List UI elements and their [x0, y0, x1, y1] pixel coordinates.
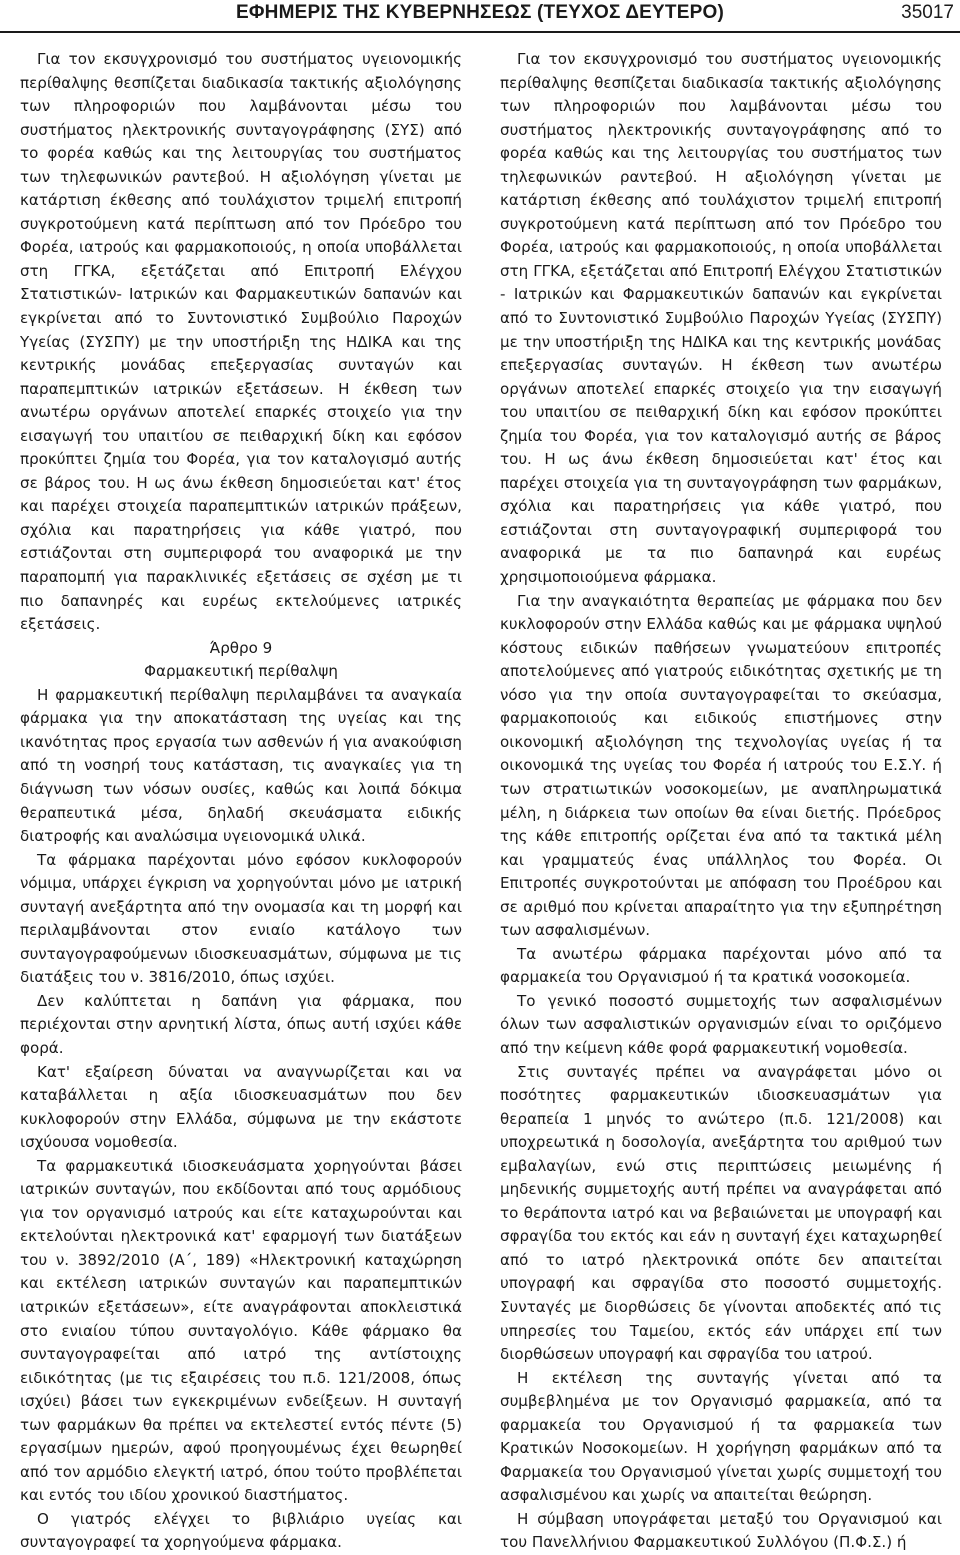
- paragraph: Η φαρμακευτική περίθαλψη περιλαμβάνει τα αναγκαία φάρμακα για την αποκατάσταση της υγείας και της ικανότητας προς εργασία των ασθενών ή για ανακούφιση από τη νοσηρή τους κατάσταση, τις αναγκαίες για τη διάγνωση των νόσων ουσίες, καθώς και λοιπά δόκιμα θεραπευτικά μέσα, δηλαδή σκευάσματα ειδικής διατροφής και αναλώσιμα υγειονομικά υλικά.: [20, 685, 462, 846]
- paragraph: Η σύμβαση υπογράφεται μεταξύ του Οργανισμού και του Πανελλήνιου Φαρμακευτικού Συλλόγου (Π.Φ.Σ.) ή: [500, 1509, 942, 1552]
- paragraph: Ο γιατρός ελέγχει το βιβλιάριο υγείας και συνταγογραφεί τα χορηγούμενα φάρμακα.: [20, 1509, 462, 1552]
- paragraph: Τα φάρμακα παρέχονται μόνο εφόσον κυκλοφορούν νόμιμα, υπάρχει έγκριση να χορηγούνται μόνο με ιατρική συνταγή ανεξάρτητα από την ονομασία και τη μορφή και περιλαμβάνονται στον ενιαίο κατάλογο των συνταγογραφούμενων ιδιοσκευασμάτων, σύμφωνα με τις διατάξεις του ν. 3816/2010, όπως ισχύει.: [20, 850, 462, 987]
- paragraph: Το γενικό ποσοστό συμμετοχής των ασφαλισμένων όλων των ασφαλιστικών οργανισμών είναι το οριζόμενο από την κείμενη κάθε φορά φαρμακευτική νομοθεσία.: [500, 991, 942, 1057]
- article-title: Φαρμακευτική περίθαλψη: [144, 662, 338, 681]
- paragraph: Στις συνταγές πρέπει να αναγράφεται μόνο οι ποσότητες φαρμακευτικών ιδιοσκευασμάτων για θεραπεία 1 μηνός το ανώτερο (π.δ. 121/2008) και υποχρεωτικά η δοσολογία, ανεξάρτητα του αριθμού των εμβαλαγίων, ενώ στις περιπτώσεις μειωμένης ή μηδενικής συμμετοχής αυτή πρέπει να αναγράφεται από το θεράποντα ιατρό και να βεβαιώνεται με υπογραφή και σφραγίδα του εκτός και εάν η συνταγή έχει καταχωρηθεί από το ιατρό ηλεκτρονικά οπότε δεν απαιτείται υπογραφή και σφραγίδα στο ποσοστό συμμετοχής. Συνταγές με διορθώσεις δε γίνονται αποδεκτές από τις υπηρεσίες του Ταμείου, εκτός εάν υπάρχει επί των διορθώσεων υπογραφή και σφραγίδα του ιατρού.: [500, 1062, 942, 1364]
- paragraph: Τα φαρμακευτικά ιδιοσκευάσματα χορηγούνται βάσει ιατρικών συνταγών, που εκδίδονται από τους αρμόδιους για τον οργανισμό ιατρούς και είτε καταχωρούνται και εκτελούνται ηλεκτρονικά κατ' εφαρμογή των διατάξεων του ν. 3892/2010 (Α΄, 189) «Ηλεκτρονική καταχώρηση και εκτέλεση ιατρικών συνταγών και παραπεμπτικών ιατρικών εξετάσεων», είτε αναγράφονται αποκλειστικά στο ενιαίου τύπου συνταγολόγιο. Κάθε φάρμακο θα συνταγογραφείται από ιατρό της αντίστοιχης ειδικότητας (με τις εξαιρέσεις του π.δ. 121/2008, όπως ισχύει) βάσει των εγκεκριμένων ενδείξεων. Η συνταγή των φαρμάκων θα πρέπει να εκτελεστεί εντός πέντε (5) εργασίμων ημερών, αφού προηγουμένως έχει θεωρηθεί από τον αρμόδιο ελεγκτή ιατρό, όπου τούτο προβλέπεται και εντός του ιδίου χρονικού διαστήματος.: [20, 1156, 462, 1505]
- paragraph: Κατ' εξαίρεση δύναται να αναγνωρίζεται και να καταβάλλεται η αξία ιδιοσκευασμάτων που δεν κυκλοφορούν στην Ελλάδα, σύμφωνα με την εκάστοτε ισχύουσα νομοθεσία.: [20, 1062, 462, 1152]
- page-number: 35017: [901, 2, 954, 23]
- article-number: Άρθρο 9: [209, 638, 273, 657]
- paragraph: Για την αναγκαιότητα θεραπείας με φάρμακα που δεν κυκλοφορούν στην Ελλάδα καθώς και με φάρμακα υψηλού κόστους ειδικών παθήσεων γνωματεύουν επιτροπές αποτελούμενες από γιατρούς ειδικότητας σχετικής με τη νόσο για την οποία συνταγογραφείται το σκεύασμα, φαρμακοποιούς και ειδικούς επιστήμονες στην οικονομική αξιολόγηση της τεχνολογίας υγείας ή τα οικονομικά της υγείας του Φορέα ή ιατρούς του Ε.Σ.Υ. ή των στρατιωτικών νοσοκομείων, με αναπληρωματικά μέλη, η διάρκεια των οποίων θα είναι διετής. Πρόεδρος της κάθε επιτροπής ορίζεται ένα από τα τακτικά μέλη και γραμματεύς ένας υπάλληλος του Φορέα. Οι Επιτροπές συγκροτούνται με απόφαση του Προέδρου και σε αριθμό που κρίνεται απαραίτητο για την εξυπηρέτηση των ασφαλισμένων.: [500, 591, 942, 940]
- right-column: [500, 48, 942, 1555]
- left-column: [20, 48, 462, 1555]
- gazette-title: ΕΦΗΜΕΡΙΣ ΤΗΣ ΚΥΒΕΡΝΗΣΕΩΣ (ΤΕΥΧΟΣ ΔΕΥΤΕΡΟ): [236, 2, 724, 23]
- paragraph: Δεν καλύπτεται η δαπάνη για φάρμακα, που περιέχονται στην αρνητική λίστα, όπως αυτή ισχύει κάθε φορά.: [20, 991, 462, 1057]
- paragraph: Για τον εκσυγχρονισμό του συστήματος υγειονομικής περίθαλψης θεσπίζεται διαδικασία τακτικής αξιολόγησης των πληροφοριών που λαμβάνονται μέσω του συστήματος ηλεκτρονικής συνταγογράφησης (ΣΥΣ) από το φορέα καθώς και της λειτουργίας του συστήματος των τηλεφωνικών ραντεβού. Η αξιολόγηση γίνεται με κατάρτιση έκθεσης από τουλάχιστον τριμελή επιτροπή συγκροτούμενη κατά περίπτωση από τον Πρόεδρο του Φορέα, ιατρούς και φαρμακοποιούς, η οποία υποβάλλεται στη ΓΓΚΑ, εξετάζεται από Επιτροπή Ελέγχου Στατιστικών- Ιατρικών και Φαρμακευτικών δαπανών και εγκρίνεται από το Συντονιστικό Συμβούλιο Παροχών Υγείας (ΣΥΣΠΥ) με την υποστήριξη της ΗΔΙΚΑ και της κεντρικής μονάδας επεξεργασίας συνταγών και παραπεμπτικών ιατρικών εξετάσεων. Η έκθεση των ανωτέρω οργάνων αποτελεί επαρκές στοιχείο για την εισαγωγή του υπαιτίου σε πειθαρχική δίκη και εφόσον προκύπτει ζημία του Φορέα, για τον καταλογισμό αυτής σε βάρος του. Η ως άνω έκθεση δημοσιεύεται κατ' έτος και παρέχει στοιχεία παραπεμπτικών ιατρικών πράξεων, σχόλια και παρατηρήσεις για κάθε γιατρό, που εστιάζονται στη συμπεριφορά του αναφορικά με την παραπομπή για παρακλινικές εξετάσεις σε σχέση με τι πιο δαπανηρές και ευρέως εκτελούμενες ιατρικές εξετάσεις.: [20, 50, 462, 634]
- paragraph: Η εκτέλεση της συνταγής γίνεται από τα συμβεβλημένα με τον Οργανισμό φαρμακεία, από τα φαρμακεία του Οργανισμού ή τα φαρμακεία των Κρατικών Νοσοκομείων. Η χορήγηση φαρμάκων από τα Φαρμακεία του Οργανισμού γίνεται χωρίς συμμετοχή του ασφαλισμένου και χωρίς να απαιτείται θεώρηση.: [500, 1368, 942, 1505]
- paragraph: Για τον εκσυγχρονισμό του συστήματος υγειονομικής περίθαλψης θεσπίζεται διαδικασία τακτικής αξιολόγησης των πληροφοριών που λαμβάνονται μέσω του συστήματος ηλεκτρονικής συνταγογράφησης από το φορέα καθώς και της λειτουργίας του συστήματος των τηλεφωνικών ραντεβού. Η αξιολόγηση γίνεται με κατάρτιση έκθεσης από τουλάχιστον τριμελή επιτροπή συγκροτούμενη κατά περίπτωση από τον Πρόεδρο του Φορέα, ιατρούς και φαρμακοποιούς, η οποία υποβάλλεται στη ΓΓΚΑ, εξετάζεται από Επιτροπή Ελέγχου Στατιστικών - Ιατρικών και Φαρμακευτικών δαπανών και εγκρίνεται από το Συντονιστικό Συμβούλιο Παροχών Υγείας (ΣΥΣΠΥ) με την υποστήριξη της ΗΔΙΚΑ και της κεντρικής μονάδας επεξεργασίας συνταγών. Η έκθεση των ανωτέρω οργάνων αποτελεί επαρκές στοιχείο για την εισαγωγή του υπαιτίου σε πειθαρχική δίκη και εφόσον προκύπτει ζημία του Φορέα, για τον καταλογισμό αυτής σε βάρος του. Η ως άνω έκθεση δημοσιεύεται κατ' έτος και παρέχει στοιχεία για τη συνταγογράφηση των φαρμάκων, σχόλια και παρατηρήσεις για κάθε γιατρό, που εστιάζονται στη συνταγογραφική συμπεριφορά του αναφορικά με τα πιο δαπανηρά και ευρέως χρησιμοποιούμενα φάρμακα.: [500, 50, 942, 587]
- paragraph: Τα ανωτέρω φάρμακα παρέχονται μόνο από τα φαρμακεία του Οργανισμού ή τα κρατικά νοσοκομεία.: [500, 944, 942, 987]
- header-rule: [0, 31, 960, 33]
